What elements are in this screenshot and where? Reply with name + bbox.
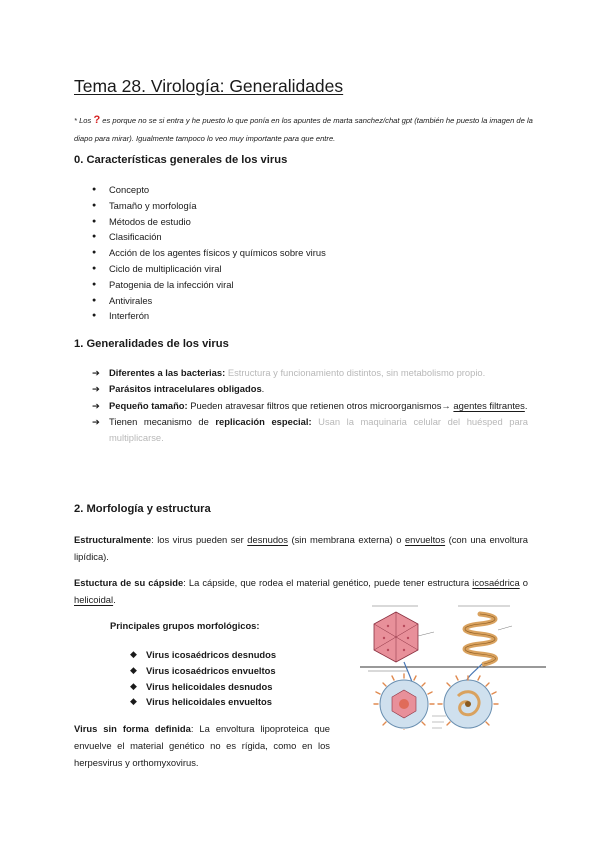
page-title: Tema 28. Virología: Generalidades [74, 76, 344, 96]
para-text: : La envoltura lipoproteica que envuelve el material genético no es rígida, como en los herpesvirus y orthomyxovirus. [74, 723, 330, 768]
list-item [92, 365, 528, 381]
figure-label-marks [432, 716, 446, 728]
section-0-heading: 0. Características generales de los virus [74, 154, 288, 166]
list-item: ● Patogenia de la infección viral [92, 277, 326, 293]
item-text: Pueden atravesar filtros que retienen otros microorganismos→ [190, 399, 451, 411]
subheading-groups: Principales grupos morfológicos: [110, 620, 260, 631]
list-item: ● Clasificación [92, 229, 326, 245]
item-text: Estructura y funcionamiento distintos, sin metabolismo propio. [227, 367, 486, 378]
section-1-list [92, 365, 528, 446]
item-pre: Tienen mecanismo de [109, 415, 209, 427]
note-prefix: * Los [74, 116, 92, 125]
underlined-term: agentes filtrantes [453, 399, 525, 411]
icosahedral-capsid-icon [374, 612, 434, 662]
arrow-icon: ➔ [92, 367, 100, 378]
item-bold: Parásitos intracelulares obligados [109, 383, 262, 395]
underlined-term: icosaédrica [472, 577, 520, 588]
list-item: ◆ Virus icosaédricos envueltos [130, 663, 276, 679]
item-text: . [261, 383, 265, 395]
helical-capsid-icon [465, 614, 512, 664]
enveloped-helical-virus-icon [438, 676, 498, 728]
item-bold: Diferentes a las bacterias: [109, 367, 226, 378]
list-item: ◆ Virus helicoidales envueltos [130, 694, 276, 710]
arrow-icon: ➔ [92, 383, 100, 395]
para-bold: Virus sin forma definida [74, 723, 191, 734]
item-bold: replicación especial: [215, 415, 312, 427]
para-text: : los virus pueden ser [151, 534, 244, 545]
question-mark-icon: ? [93, 114, 101, 126]
list-item: ● Métodos de estudio [92, 214, 326, 230]
note-text: es porque no se si entra y he puesto lo que ponía en los apuntes de marta sanchez/chat gpt (también he puesto la imagen de la diapo para mirar). Igualmente tampoco lo veo muy importante para que entre. [74, 116, 533, 143]
underlined-term: desnudos [247, 534, 288, 545]
para-bold: Estuctura de su cápside [74, 577, 184, 588]
morphology-groups-list [130, 647, 276, 710]
connector-line [404, 662, 412, 682]
list-item: ● Ciclo de multiplicación viral [92, 261, 326, 277]
para-text: (sin membrana externa) o [291, 534, 402, 545]
list-item: ◆ Virus helicoidales desnudos [130, 679, 276, 695]
list-item [92, 381, 528, 397]
para-bold: Estructuralmente [74, 534, 152, 545]
list-item: ● Tamaño y morfología [92, 198, 326, 214]
list-item: ● Concepto [92, 182, 326, 198]
virus-morphology-figure [360, 600, 546, 730]
list-item: ● Acción de los agentes físicos y químicos sobre virus [92, 245, 326, 261]
section-0-list [92, 182, 326, 324]
enveloped-icosahedral-virus-icon [374, 674, 434, 730]
paragraph-structure [74, 531, 528, 565]
para-text: . [113, 594, 116, 605]
item-text: Usan la maquinaria celular del huésped para multiplicarse. [109, 415, 529, 444]
underlined-term: helicoidal [74, 594, 114, 605]
list-item [92, 414, 528, 447]
arrow-icon: ➔ [92, 399, 100, 411]
para-text: : La cápside, que rodea el material genético, puede tener estructura [183, 577, 470, 588]
paragraph-undefined-shape [74, 720, 330, 771]
list-item: ● Interferón [92, 308, 326, 324]
section-1-heading: 1. Generalidades de los virus [74, 338, 229, 350]
list-item: ● Antivirales [92, 293, 326, 309]
arrow-icon: ➔ [92, 415, 100, 427]
intro-note [74, 111, 534, 148]
list-item [92, 398, 528, 414]
section-2-heading: 2. Morfología y estructura [74, 503, 211, 515]
list-item: ◆ Virus icosaédricos desnudos [130, 647, 276, 663]
underlined-term: envueltos [404, 534, 446, 545]
para-text: (con una envoltura lipídica). [74, 534, 529, 562]
item-bold: Pequeño tamaño: [109, 399, 188, 411]
para-text: o [522, 577, 528, 588]
item-end: . [524, 399, 528, 411]
